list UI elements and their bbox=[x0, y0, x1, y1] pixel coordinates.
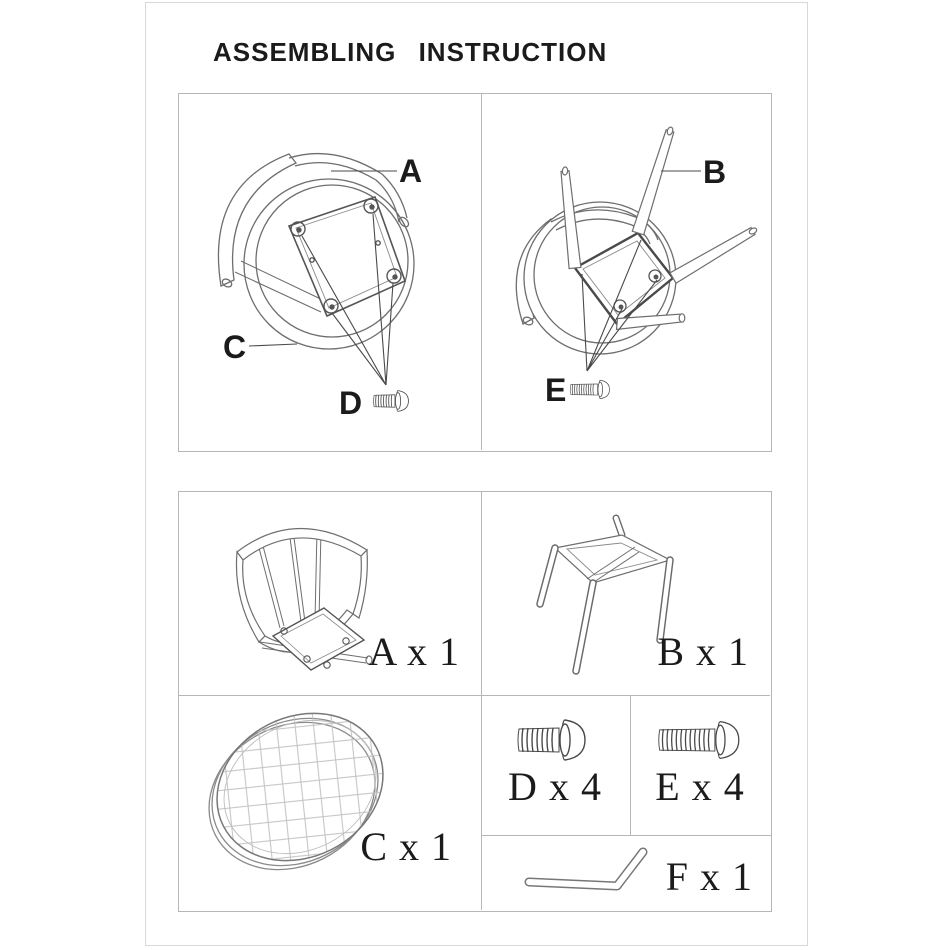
callout-e: E bbox=[545, 372, 567, 408]
part-d-label: D x 4 bbox=[508, 764, 602, 809]
part-a-cell bbox=[179, 492, 480, 694]
page-title: ASSEMBLING INSTRUCTION bbox=[213, 37, 608, 67]
screw-e-icon bbox=[570, 380, 609, 398]
chair-underside-diagram bbox=[179, 94, 480, 450]
step2-cell bbox=[481, 94, 771, 450]
screw-e-icon bbox=[656, 716, 748, 764]
part-f-cell bbox=[481, 836, 771, 913]
callout-c: C bbox=[223, 329, 247, 365]
parts-table bbox=[178, 491, 772, 912]
steps-table bbox=[178, 93, 772, 452]
cushion-diagram bbox=[179, 696, 480, 913]
part-b-cell bbox=[481, 492, 771, 694]
callout-a: A bbox=[399, 153, 423, 189]
part-e-label: E x 4 bbox=[655, 764, 745, 809]
part-e-cell bbox=[630, 696, 770, 835]
callout-b: B bbox=[703, 154, 727, 190]
part-c-cell bbox=[179, 696, 480, 913]
legs-attachment-diagram bbox=[481, 94, 771, 450]
step1-cell bbox=[179, 94, 480, 450]
part-c-label: C x 1 bbox=[360, 824, 452, 869]
callout-d: D bbox=[339, 385, 363, 421]
part-d-cell bbox=[481, 696, 629, 835]
part-a-label: A x 1 bbox=[368, 629, 460, 674]
screw-d-icon bbox=[374, 391, 409, 412]
allen-key-icon bbox=[519, 840, 659, 898]
screw-d-icon bbox=[513, 714, 593, 766]
part-f-label: F x 1 bbox=[665, 854, 753, 899]
part-b-label: B x 1 bbox=[657, 629, 749, 674]
